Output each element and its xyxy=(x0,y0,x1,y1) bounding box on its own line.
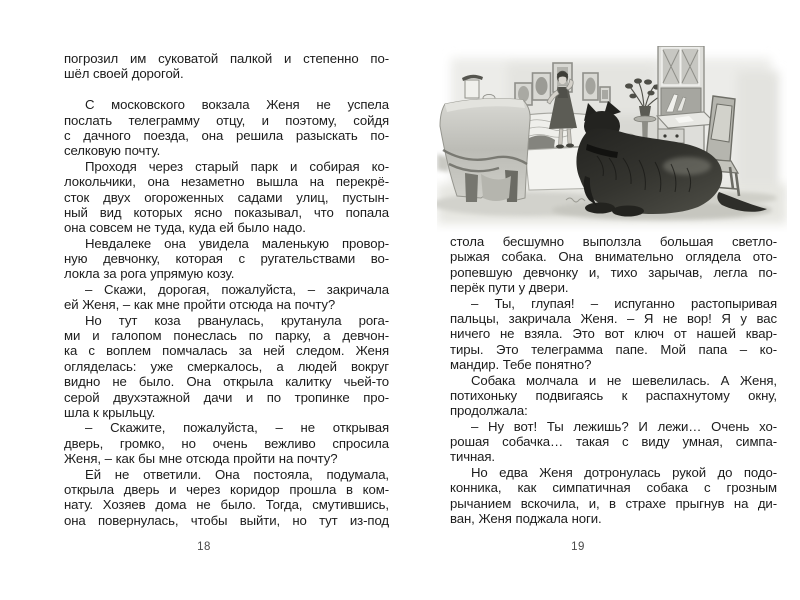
text-line: потихоньку подвигаясь к распахнутому окну, xyxy=(450,387,777,403)
illustration-room-scene xyxy=(437,46,787,232)
text-line: С московского вокзала Женя не успела xyxy=(85,97,389,113)
text-line: нату. Хозяев дома не было. Тогда, смутившись, xyxy=(64,497,389,513)
text-line: Невдалеке она увидела маленькую провор- xyxy=(85,235,389,251)
page-right-number: 19 xyxy=(571,541,585,553)
text-line: ка с воплем помчалась за ней следом. Женя xyxy=(64,343,389,359)
text-line: послать телеграмму отцу, и поэтому, сойдя xyxy=(64,112,389,128)
text-line: рыжая собака. Она внимательно оглядела ото- xyxy=(450,249,777,265)
text-line: дверь, громко, но очень вежливо спросила xyxy=(64,435,389,451)
text-line: шёл своей дорогой. xyxy=(64,66,184,82)
blank-line xyxy=(64,82,389,97)
text-line: локла за рога упрямую козу. xyxy=(64,266,235,282)
text-line: Но едва Женя дотронулась рукой до подо- xyxy=(471,464,777,480)
page-left-text xyxy=(64,51,389,528)
text-line: сток двух огороженных садами улиц, пустын- xyxy=(64,189,389,205)
text-line: открыла дверь и через коридор прошла в ком- xyxy=(64,481,389,497)
text-line: Но тут коза рванулась, крутанула рога- xyxy=(85,312,389,328)
text-line: погрозил им суковатой палкой и степенно по- xyxy=(64,51,389,66)
text-line: локольчики, она незаметно вышла на перекрё- xyxy=(64,174,389,190)
text-line: – Ну вот! Ты лежишь? И лежи… Очень хо- xyxy=(471,418,777,434)
text-line: рошая собачка… такая с виду умная, симпа- xyxy=(450,434,777,450)
text-line: – Скажите, пожалуйста, – не открывая xyxy=(85,420,389,436)
text-line: огляделась: уже смеркалось, а людей вокруг xyxy=(64,358,389,374)
text-line: перёк пути у двери. xyxy=(450,280,569,296)
text-line: шла к крыльцу. xyxy=(64,404,156,420)
text-line: рычанием вскочила, и, в страхе прыгнув на ди- xyxy=(450,495,777,511)
text-line: мандир. Тебе понятно? xyxy=(450,357,592,373)
text-line: Проходя через старый парк и собирая ко- xyxy=(85,158,389,174)
text-line: серой двухэтажной дачи и по тропинке про- xyxy=(64,389,389,405)
text-line: пальцы, закричала Женя. – Я не вор! Я у вас xyxy=(450,310,777,326)
text-line: ную девчонку, которая с ругательствами во- xyxy=(64,251,389,267)
text-line: ничего не взяла. Это вот ключ от нашей квар- xyxy=(450,326,777,342)
text-line: продолжала: xyxy=(450,403,528,419)
text-line: тичная. xyxy=(450,449,495,465)
text-line: – Ты, глупая! – испуганно растопыривая xyxy=(471,295,777,311)
text-line: ей Женя, – как мне пройти отсюда на почту? xyxy=(64,297,336,313)
text-line: с дачного поезда, она решила разыскать по- xyxy=(64,127,389,143)
text-line: ропевшую девчонку и, тихо зарычав, легла по- xyxy=(450,264,777,280)
text-line: ми и галопом понеслась по парку, а девчон- xyxy=(64,328,389,344)
text-line: она повернулась, чтобы выйти, но тут из-под xyxy=(64,512,389,528)
text-line: – Скажи, дорогая, пожалуйста, – закричала xyxy=(85,281,389,297)
text-line: она совсем не туда, куда ей было надо. xyxy=(64,220,306,236)
text-line: конника, как симпатичная собака с грозным xyxy=(450,480,777,496)
page-left-number: 18 xyxy=(197,541,211,553)
text-line: стола бесшумно выползла большая светло- xyxy=(450,234,777,249)
text-line: ван, Женя поджала ноги. xyxy=(450,511,602,527)
text-line: селковую почту. xyxy=(64,143,161,159)
text-line: тиры. Это телеграмма папе. Мой папа – ко- xyxy=(450,341,777,357)
text-line: видно не было. Она открыла калитку чьей-то xyxy=(64,374,389,390)
text-line: Женя, – как бы мне отсюда пройти на почту? xyxy=(64,451,338,467)
text-line: ный вид которых ясно показывал, что попала xyxy=(64,204,389,220)
text-line: Собака молчала и не шевелилась. А Женя, xyxy=(471,372,777,388)
text-line: Ей не ответили. Она постояла, подумала, xyxy=(85,466,389,482)
page-right-text xyxy=(450,234,777,526)
